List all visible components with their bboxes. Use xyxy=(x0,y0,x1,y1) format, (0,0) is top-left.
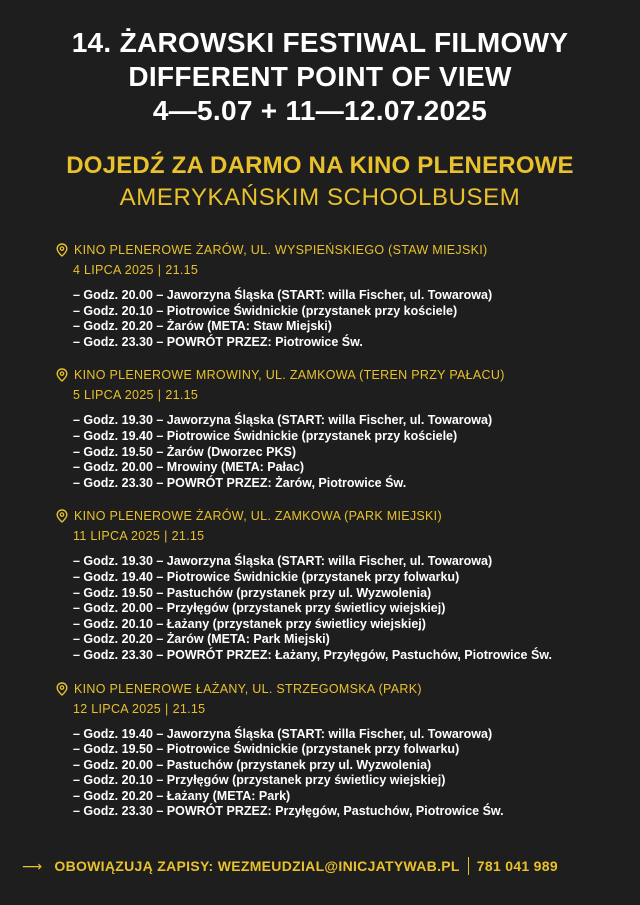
bus-stops-list xyxy=(56,288,616,350)
event-location xyxy=(56,506,616,526)
bus-stops-list xyxy=(56,727,616,821)
bus-stop-item: – Godz. 20.00 – Przyłęgów (przystanek przy świetlicy wiejskiej) xyxy=(73,601,446,616)
bus-stop-item: – Godz. 19.50 – Piotrowice Świdnickie (przystanek przy folwarku) xyxy=(73,742,460,757)
date-time-separator: | xyxy=(157,388,162,403)
bus-stop-item: – Godz. 19.50 – Żarów (Dworzec PKS) xyxy=(73,444,296,459)
bus-stop-item: – Godz. 23.30 – POWRÓT PRZEZ: Przyłęgów, Pastuchów, Piotrowice Św. xyxy=(73,804,504,819)
bus-stop-item: – Godz. 20.00 – Mrowiny (META: Pałac) xyxy=(73,460,305,475)
event-block xyxy=(56,679,616,821)
event-date: 5 LIPCA 2025 xyxy=(73,388,154,403)
location-pin-icon xyxy=(56,509,68,523)
event-block xyxy=(56,506,616,663)
bus-stop-item: – Godz. 20.10 – Przyłęgów (przystanek przy świetlicy wiejskiej) xyxy=(73,773,446,788)
bus-stop-item: – Godz. 19.50 – Pastuchów (przystanek przy ul. Wyzwolenia) xyxy=(73,585,432,600)
bus-stop-item: – Godz. 19.30 – Jaworzyna Śląska (START: willa Fischer, ul. Towarowa) xyxy=(73,413,493,428)
bus-stop-item: – Godz. 19.40 – Piotrowice Świdnickie (przystanek przy kościele) xyxy=(73,428,458,443)
bus-stop-item: – Godz. 20.20 – Żarów (META: Staw Miejski) xyxy=(73,319,332,334)
date-time-separator: | xyxy=(157,263,162,277)
promo-headline: DOJEDŹ ZA DARMO NA KINO PLENEROWE xyxy=(66,152,574,179)
events-list xyxy=(56,240,616,835)
event-date: 4 LIPCA 2025 xyxy=(73,263,154,277)
bus-stop-item: – Godz. 23.30 – POWRÓT PRZEZ: Łażany, Przyłęgów, Pastuchów, Piotrowice Św. xyxy=(73,647,553,662)
event-time: 21.15 xyxy=(165,388,199,403)
footer-signup xyxy=(22,855,622,877)
event-time: 21.15 xyxy=(172,701,206,716)
event-date: 12 LIPCA 2025 xyxy=(73,701,161,716)
bus-stop-item: – Godz. 20.10 – Piotrowice Świdnickie (przystanek przy kościele) xyxy=(73,303,458,318)
event-datetime xyxy=(73,526,616,546)
date-time-separator: | xyxy=(165,701,169,716)
event-date: 11 LIPCA 2025 xyxy=(73,529,161,544)
bus-stops-list xyxy=(56,554,616,663)
event-time: 21.15 xyxy=(171,529,205,544)
bus-stop-item: – Godz. 19.30 – Jaworzyna Śląska (START: willa Fischer, ul. Towarowa) xyxy=(73,554,493,569)
signup-phone[interactable]: 781 041 989 xyxy=(476,858,558,874)
festival-dates: 4—5.07 + 11—12.07.2025 xyxy=(152,95,488,126)
promo-block xyxy=(0,150,640,214)
bus-stop-item: – Godz. 23.30 – POWRÓT PRZEZ: Piotrowice Św. xyxy=(73,334,363,349)
signup-email-text[interactable]: OBOWIĄZUJĄ ZAPISY: WEZMEUDZIAL@INICJATYWAB.PL xyxy=(54,858,460,874)
festival-header xyxy=(0,26,640,128)
event-location xyxy=(56,365,616,385)
bus-stop-item: – Godz. 20.00 – Jaworzyna Śląska (START: willa Fischer, ul. Towarowa) xyxy=(73,288,493,302)
date-time-separator: | xyxy=(164,529,168,544)
event-location xyxy=(56,679,616,699)
arrow-right-icon: ⟶ xyxy=(22,858,43,874)
bus-stop-item: – Godz. 20.00 – Pastuchów (przystanek przy ul. Wyzwolenia) xyxy=(73,757,432,772)
bus-stop-item: – Godz. 20.10 – Łażany (przystanek przy świetlicy wiejskiej) xyxy=(73,616,426,631)
bus-stop-item: – Godz. 23.30 – POWRÓT PRZEZ: Żarów, Piotrowice Św. xyxy=(73,475,407,490)
location-pin-icon xyxy=(56,243,68,257)
bus-stop-item: – Godz. 19.40 – Piotrowice Świdnickie (przystanek przy folwarku) xyxy=(73,569,460,584)
event-datetime xyxy=(73,385,616,405)
bus-stop-item: – Godz. 19.40 – Jaworzyna Śląska (START: willa Fischer, ul. Towarowa) xyxy=(73,726,493,741)
location-pin-icon xyxy=(56,368,68,382)
footer-divider xyxy=(468,857,469,875)
bus-stop-item: – Godz. 20.20 – Żarów (META: Park Miejski) xyxy=(73,632,330,647)
event-location-label: KINO PLENEROWE ŁAŻANY, UL. STRZEGOMSKA (PARK) xyxy=(74,681,422,696)
event-location xyxy=(56,240,616,260)
location-pin-icon xyxy=(56,682,68,696)
event-datetime xyxy=(73,260,616,280)
event-location-label: KINO PLENEROWE MROWINY, UL. ZAMKOWA (TEREN PRZY PAŁACU) xyxy=(74,368,505,383)
event-location-label: KINO PLENEROWE ŻARÓW, UL. WYSPIEŃSKIEGO (STAW MIEJSKI) xyxy=(74,243,488,257)
bus-stops-list xyxy=(56,413,616,491)
festival-title: 14. ŻAROWSKI FESTIWAL FILMOWY xyxy=(71,27,569,58)
festival-subtitle: DIFFERENT POINT OF VIEW xyxy=(128,61,512,92)
promo-subheadline: AMERYKAŃSKIM SCHOOLBUSEM xyxy=(119,184,521,211)
event-time: 21.15 xyxy=(165,263,199,277)
bus-stop-item: – Godz. 20.20 – Łażany (META: Park) xyxy=(73,788,291,803)
event-block xyxy=(56,240,616,350)
event-location-label: KINO PLENEROWE ŻARÓW, UL. ZAMKOWA (PARK MIEJSKI) xyxy=(74,509,442,524)
event-datetime xyxy=(73,699,616,719)
event-block xyxy=(56,365,616,491)
